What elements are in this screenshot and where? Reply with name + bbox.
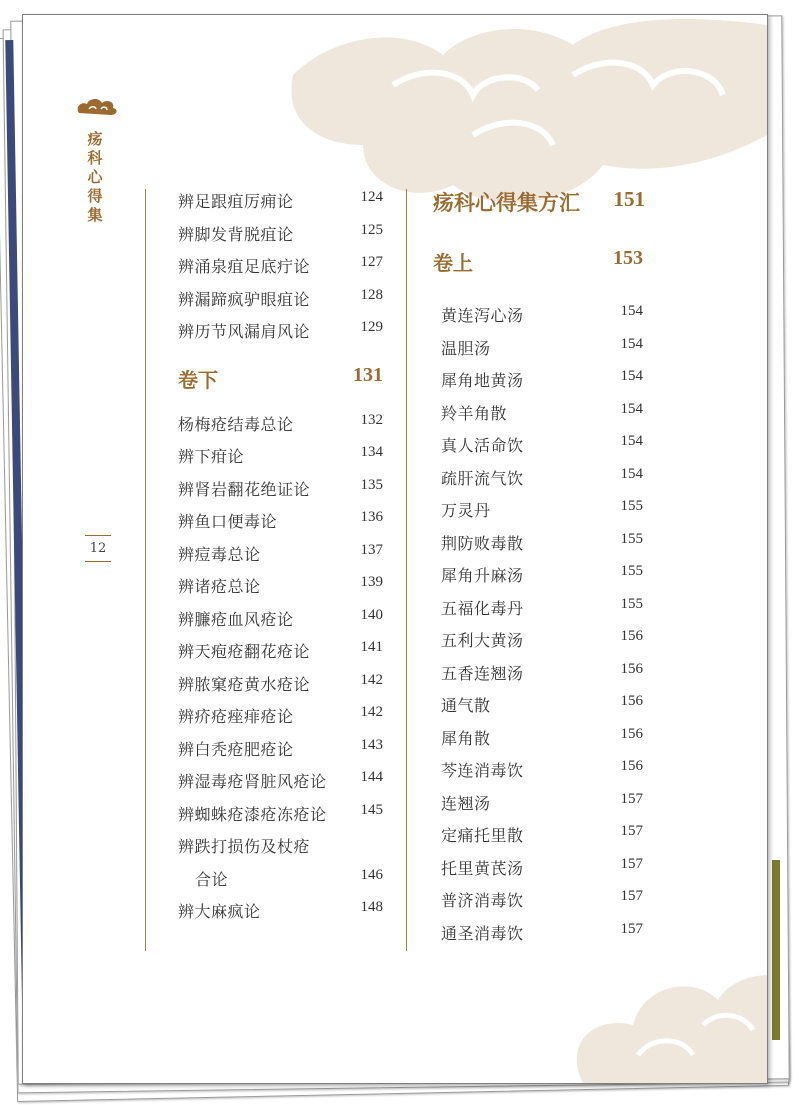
toc-entry-title: 辨漏蹄疯驴眼疽论 bbox=[178, 289, 311, 309]
toc-entry-title: 五香连翘汤 bbox=[441, 663, 524, 683]
toc-entry-title: 辨涌泉疽足底疔论 bbox=[178, 257, 311, 276]
toc-entry-title: 犀角升麻汤 bbox=[441, 566, 524, 585]
toc-entry-title: 疏肝流气饮 bbox=[441, 468, 524, 488]
right-column-rule bbox=[406, 189, 407, 951]
toc-entry[interactable] bbox=[441, 395, 643, 428]
toc-entry-title: 万灵丹 bbox=[441, 501, 491, 520]
toc-entry[interactable] bbox=[441, 817, 643, 850]
toc-entry[interactable] bbox=[178, 796, 383, 829]
toc-entry-page: 140 bbox=[360, 606, 383, 623]
toc-entry-title: 犀角散 bbox=[441, 728, 491, 748]
toc-entry-page: 139 bbox=[360, 574, 383, 590]
toc-entry[interactable] bbox=[178, 698, 383, 731]
main-heading[interactable] bbox=[433, 175, 643, 235]
toc-entry[interactable] bbox=[441, 460, 643, 493]
toc-entry-title: 托里黄芪汤 bbox=[441, 858, 524, 878]
toc-entry[interactable] bbox=[441, 330, 643, 363]
toc-entry-title: 辨痘毒总论 bbox=[178, 544, 261, 564]
toc-entry[interactable] bbox=[441, 882, 643, 915]
toc-entry-page: 157 bbox=[620, 790, 643, 807]
toc-entry-page: 156 bbox=[620, 660, 643, 677]
toc-entry-page: 148 bbox=[360, 899, 383, 915]
toc-entry-title: 荆防败毒散 bbox=[441, 533, 524, 553]
toc-entry[interactable] bbox=[441, 297, 643, 330]
toc-entry[interactable] bbox=[178, 536, 383, 569]
toc-entry-page: 127 bbox=[360, 254, 383, 270]
toc-entry[interactable] bbox=[441, 655, 643, 688]
side-title-char: 科 bbox=[87, 149, 103, 167]
toc-entry-continuation[interactable] bbox=[178, 861, 383, 894]
section-page: 153 bbox=[613, 247, 643, 269]
toc-entry[interactable] bbox=[178, 406, 383, 439]
toc-entry-page: 154 bbox=[620, 400, 643, 417]
toc-entry[interactable] bbox=[441, 752, 643, 785]
toc-entry-page: 155 bbox=[620, 595, 643, 612]
left-column-rule bbox=[145, 189, 146, 951]
toc-entry-title: 黄连泻心汤 bbox=[441, 306, 524, 325]
page-number-rule-bottom bbox=[85, 561, 111, 562]
toc-entry-title: 定痛托里散 bbox=[441, 826, 524, 845]
main-heading-page: 151 bbox=[613, 187, 645, 211]
toc-entry[interactable] bbox=[178, 438, 383, 471]
toc-entry-page: 156 bbox=[620, 725, 643, 742]
side-title-char: 心 bbox=[87, 168, 103, 186]
toc-entry-title: 五福化毒丹 bbox=[441, 598, 524, 618]
toc-entry-page: 129 bbox=[360, 319, 383, 335]
toc-entry-page: 155 bbox=[620, 563, 643, 579]
toc-entry[interactable] bbox=[441, 362, 643, 395]
toc-entry-title: 辨肾岩翻花绝证论 bbox=[178, 479, 311, 499]
toc-entry-title: 辨诸疮总论 bbox=[178, 577, 261, 596]
section-title: 卷下 bbox=[178, 367, 218, 392]
book-edge-olive bbox=[772, 860, 780, 1040]
toc-entry[interactable] bbox=[441, 850, 643, 883]
toc-entry[interactable] bbox=[178, 248, 383, 281]
toc-entry-page: 142 bbox=[360, 704, 383, 720]
toc-entry-title: 普济消毒饮 bbox=[441, 891, 524, 910]
toc-entry[interactable] bbox=[441, 525, 643, 558]
toc-entry-page: 157 bbox=[620, 920, 643, 937]
toc-entry[interactable] bbox=[178, 633, 383, 666]
page-number: 12 bbox=[89, 541, 107, 556]
toc-entry[interactable] bbox=[441, 687, 643, 720]
toc-entry-page: 145 bbox=[360, 801, 383, 818]
toc-entry[interactable] bbox=[441, 492, 643, 525]
toc-entry[interactable] bbox=[178, 183, 383, 216]
toc-entry-page: 157 bbox=[620, 823, 643, 839]
side-title-char: 得 bbox=[87, 187, 103, 205]
toc-entry-page: 157 bbox=[620, 888, 643, 904]
side-title-char: 疡 bbox=[87, 130, 103, 148]
left-section-list bbox=[178, 406, 383, 829]
toc-entry-title: 犀角地黄汤 bbox=[441, 371, 524, 390]
section-title: 卷上 bbox=[433, 251, 473, 275]
toc-entry[interactable] bbox=[178, 503, 383, 536]
toc-entry[interactable] bbox=[178, 731, 383, 764]
toc-entry[interactable] bbox=[178, 313, 383, 346]
toc-entry-page: 155 bbox=[620, 498, 643, 514]
toc-entry[interactable] bbox=[178, 666, 383, 699]
toc-entry-page: 154 bbox=[620, 433, 643, 449]
toc-entry[interactable] bbox=[178, 601, 383, 634]
toc-entry[interactable] bbox=[178, 763, 383, 796]
toc-entry-title: 辨跌打损伤及杖疮 bbox=[178, 837, 311, 856]
toc-entry-page: 155 bbox=[620, 530, 643, 547]
toc-entry-title: 连翘汤 bbox=[441, 793, 491, 813]
toc-entry[interactable] bbox=[178, 828, 383, 861]
toc-entry-title: 辨臁疮血风疮论 bbox=[178, 609, 294, 629]
main-heading-title: 疡科心得集方汇 bbox=[433, 190, 580, 215]
toc-entry[interactable] bbox=[441, 622, 643, 655]
toc-entry-title: 真人活命饮 bbox=[441, 436, 524, 455]
toc-entry-page: 144 bbox=[360, 769, 383, 785]
toc-entry-page: 125 bbox=[360, 221, 383, 238]
toc-entry-title: 温胆汤 bbox=[441, 338, 491, 358]
toc-entry[interactable] bbox=[178, 893, 383, 926]
toc-entry-title: 辨脓窠疮黄水疮论 bbox=[178, 674, 311, 694]
toc-entry-title: 辨蜘蛛疮漆疮冻疮论 bbox=[178, 804, 327, 824]
toc-entry-title: 辨历节风漏肩风论 bbox=[178, 322, 311, 341]
section-page: 131 bbox=[353, 363, 383, 386]
section-heading-juanxia[interactable] bbox=[178, 352, 383, 408]
toc-entry-title: 辨疥疮痤痱疮论 bbox=[178, 707, 294, 726]
toc-entry-title: 辨大麻疯论 bbox=[178, 902, 261, 921]
cloud-logo-icon bbox=[75, 95, 119, 117]
toc-entry-page: 154 bbox=[620, 465, 643, 482]
toc-entry-title: 辨下疳论 bbox=[178, 447, 245, 466]
toc-entry-page: 132 bbox=[360, 411, 383, 428]
toc-entry-page: 135 bbox=[360, 476, 383, 493]
toc-entry-page: 156 bbox=[620, 628, 643, 644]
toc-entry[interactable] bbox=[441, 720, 643, 753]
toc-entry[interactable] bbox=[178, 281, 383, 314]
right-toc-column bbox=[433, 175, 643, 947]
toc-entry-title: 芩连消毒饮 bbox=[441, 761, 524, 780]
toc-entry-title: 通圣消毒饮 bbox=[441, 923, 524, 943]
toc-entry-page: 146 bbox=[360, 866, 383, 883]
toc-entry[interactable] bbox=[178, 568, 383, 601]
toc-entry-page: 143 bbox=[360, 736, 383, 753]
toc-entry[interactable] bbox=[441, 785, 643, 818]
book-page bbox=[22, 14, 768, 1084]
toc-entry-page: 154 bbox=[620, 335, 643, 352]
toc-entry-title: 杨梅疮结毒总论 bbox=[178, 414, 294, 434]
toc-entry[interactable] bbox=[178, 471, 383, 504]
toc-entry-title: 合论 bbox=[195, 869, 229, 889]
left-top-list bbox=[178, 183, 383, 346]
toc-entry-page: 134 bbox=[360, 444, 383, 460]
toc-entry-page: 141 bbox=[360, 639, 383, 655]
toc-entry[interactable] bbox=[178, 216, 383, 249]
toc-entry-title: 辨白秃疮肥疮论 bbox=[178, 739, 294, 759]
toc-entry-page: 124 bbox=[360, 189, 383, 205]
toc-entry-title: 辨足跟疽厉痈论 bbox=[178, 192, 294, 211]
toc-entry-page: 137 bbox=[360, 541, 383, 558]
toc-entry[interactable] bbox=[441, 557, 643, 590]
toc-entry-page: 156 bbox=[620, 693, 643, 709]
right-item-list bbox=[441, 297, 643, 947]
toc-entry-title: 羚羊角散 bbox=[441, 403, 508, 423]
toc-entry-title: 通气散 bbox=[441, 696, 491, 715]
toc-entry-page: 142 bbox=[360, 671, 383, 688]
toc-entry-title: 辨脚发背脱疽论 bbox=[178, 224, 294, 244]
toc-entry-page: 154 bbox=[620, 303, 643, 319]
toc-entry[interactable] bbox=[441, 590, 643, 623]
toc-entry-page: 136 bbox=[360, 509, 383, 525]
toc-entry-page: 156 bbox=[620, 758, 643, 774]
toc-entry-page: 128 bbox=[360, 286, 383, 303]
toc-entry[interactable] bbox=[441, 427, 643, 460]
side-book-title bbox=[85, 130, 105, 225]
section-heading-juanshang[interactable] bbox=[433, 235, 643, 297]
toc-entry-page: 154 bbox=[620, 368, 643, 384]
toc-entry-title: 五利大黄汤 bbox=[441, 631, 524, 650]
left-toc-column bbox=[178, 183, 383, 926]
toc-entry-title: 辨鱼口便毒论 bbox=[178, 512, 278, 531]
toc-entry[interactable] bbox=[441, 915, 643, 948]
toc-entry-title: 辨湿毒疮肾脏风疮论 bbox=[178, 772, 327, 791]
toc-entry-title: 辨天疱疮翻花疮论 bbox=[178, 642, 311, 661]
toc-entry-page: 157 bbox=[620, 855, 643, 872]
side-title-char: 集 bbox=[87, 206, 103, 224]
page-number-rule-top bbox=[85, 535, 111, 536]
